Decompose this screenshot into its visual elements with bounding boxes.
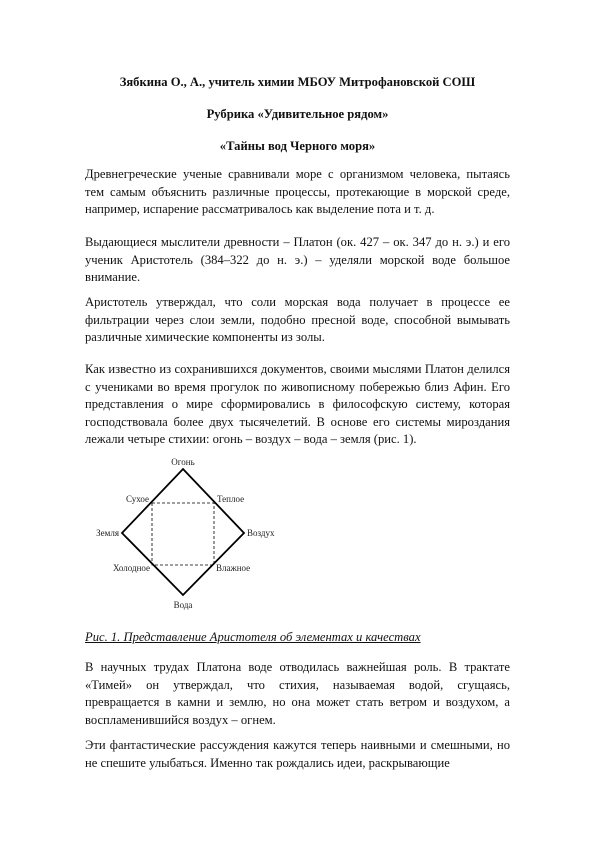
- elements-diagram: [95, 455, 305, 615]
- label-fire: Огонь: [171, 457, 195, 467]
- article-title: «Тайны вод Черного моря»: [219, 139, 376, 153]
- paragraph-2: Выдающиеся мыслители древности – Платон (ок. 427 – ок. 347 до н. э.) и его ученик Аристотель (384–322 до н. э.) – уделяли морской воде большое внимание.: [85, 235, 510, 284]
- label-water: Вода: [173, 600, 193, 610]
- label-warm: Теплое: [217, 494, 245, 504]
- qualities-square: [152, 503, 214, 565]
- author-line: Зябкина О., А., учитель химии МБОУ Митрофановской СОШ: [119, 75, 476, 89]
- label-humid: Влажное: [216, 563, 251, 573]
- paragraph-6: Эти фантастические рассуждения кажутся теперь наивными и смешными, но не спешите улыбаться. Именно так рождались идеи, раскрывающие: [85, 738, 510, 770]
- label-earth: Земля: [96, 528, 119, 538]
- paragraph-5: В научных трудах Платона воде отводилась важнейшая роль. В трактате «Тимей» он утверждал, что стихия, называемая водой, сгущаясь, превращается в камни и землю, но она может стать ветром и воздухом, а воспламенившийся воздух – огнем.: [85, 660, 510, 727]
- rubric-line: Рубрика «Удивительное рядом»: [206, 107, 389, 121]
- paragraph-3: Аристотель утверждал, что соли морская вода получает в процессе ее фильтрации через слои земли, подобно пресной воде, способной вымывать различные химические компоненты из золы.: [85, 295, 510, 344]
- paragraph-1: Древнегреческие ученые сравнивали море с организмом человека, пытаясь тем самым объяснить различные процессы, протекающие в морской среде, например, испарение рассматривалось как выделение пота и т. д.: [85, 167, 510, 216]
- label-cold: Холодное: [112, 563, 150, 573]
- figure-caption: Рис. 1. Представление Аристотеля об элементах и качествах: [85, 630, 421, 644]
- elements-diamond: [122, 469, 244, 595]
- paragraph-4: Как известно из сохранившихся документов, своими мыслями Платон делился с учениками во время прогулок по живописному побережью близ Афин. Его представления о мире сформировались в философскую систему, которая господствовала более двух тысячелетий. В основе его системы мироздания лежали четыре стихии: огонь – воздух – вода – земля (рис. 1).: [85, 362, 510, 446]
- label-air: Воздух: [247, 528, 275, 538]
- label-dry: Сухое: [125, 494, 149, 504]
